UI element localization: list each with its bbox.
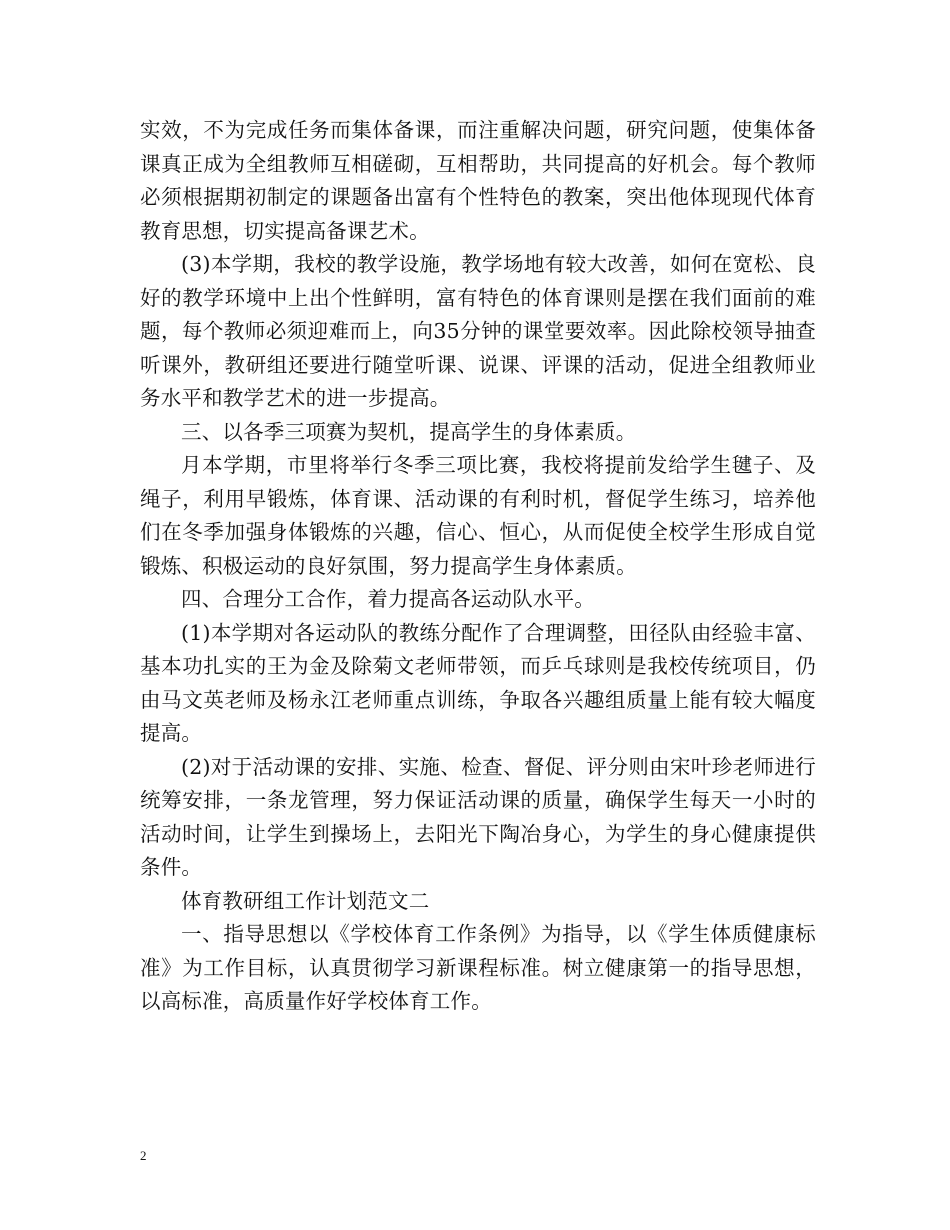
- paragraph-item-3-facilities: (3)本学期，我校的教学设施，教学场地有较大改善，如何在宽松、良好的教学环境中上出个性鲜明，富有特色的体育课则是摆在我们面前的难题，每个教师必须迎难而上，向35分钟的课堂要效率。因此除校领导抽查听课外，教研组还要进行随堂听课、说课、评课的活动，促进全组教师业务水平和教学艺术的进一步提高。: [140, 252, 816, 410]
- paragraph-guiding-ideology: 一、指导思想以《学校体育工作条例》为指导，以《学生体质健康标准》为工作目标，认真贯彻学习新课程标准。树立健康第一的指导思想，以高标准，高质量作好学校体育工作。: [140, 922, 816, 1013]
- section-heading-4: 四、合理分工合作，着力提高各运动队水平。: [181, 587, 595, 611]
- paragraph-item-2-activities: (2)对于活动课的安排、实施、检查、督促、评分则由宋叶珍老师进行统筹安排，一条龙管理，努力保证活动课的质量，确保学生每天一小时的活动时间，让学生到操场上，去阳光下陶冶身心，为学生的身心健康提供条件。: [140, 754, 816, 879]
- page-number: 2: [140, 1148, 147, 1163]
- section-heading-3: 三、以各季三项赛为契机，提高学生的身体素质。: [181, 419, 637, 444]
- document-subtitle: 体育教研组工作计划范文二: [181, 888, 430, 913]
- paragraph-continuation: 实效，不为完成任务而集体备课，而注重解决问题，研究问题，使集体备课真正成为全组教师互相磋砌，互相帮助，共同提高的好机会。每个教师必须根据期初制定的课题备出富有个性特色的教案，突出他体现现代体育教育思想，切实提高备课艺术。: [140, 118, 816, 243]
- paragraph-item-1-teams: (1)本学期对各运动队的教练分配作了合理调整，田径队由经验丰富、基本功扎实的王为金及除菊文老师带领，而乒乓球则是我校传统项目，仍由马文英老师及杨永江老师重点训练，争取各兴趣组质量上能有较大幅度提高。: [140, 620, 816, 745]
- document-body: [140, 114, 816, 1019]
- paragraph-winter-competition: 月本学期，市里将举行冬季三项比赛，我校将提前发给学生毽子、及绳子，利用早锻炼，体育课、活动课的有利时机，督促学生练习，培养他们在冬季加强身体锻炼的兴趣，信心、恒心，从而促使全校学生形成自觉锻炼、积极运动的良好氛围，努力提高学生身体素质。: [140, 453, 816, 578]
